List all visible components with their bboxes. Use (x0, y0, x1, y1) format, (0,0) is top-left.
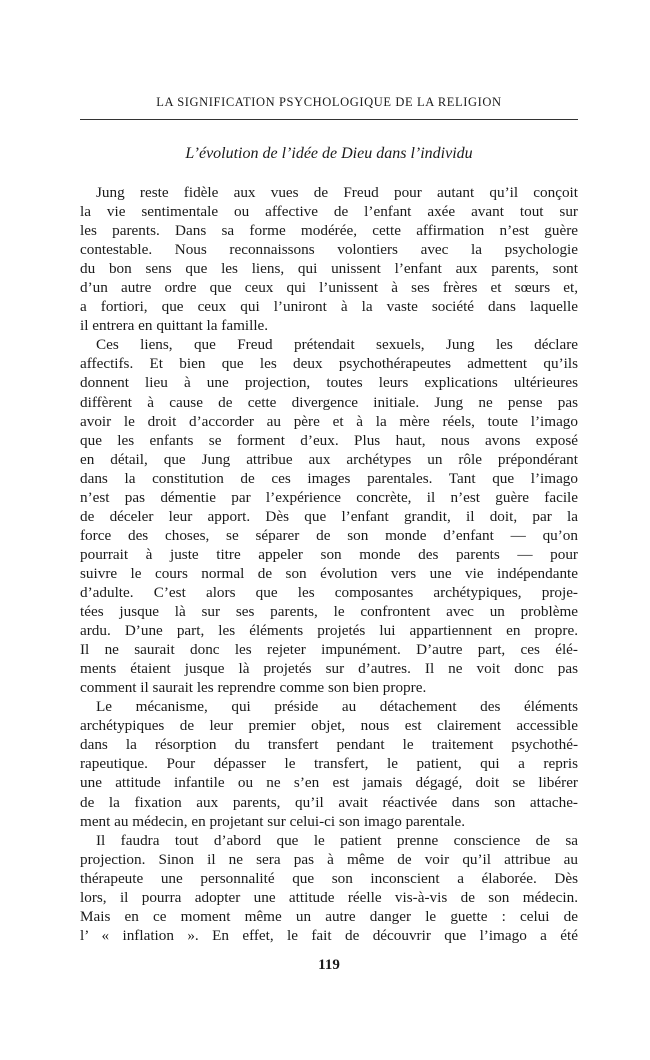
text-line: la vie sentimentale ou affective de l’enfant axée avant tout sur (80, 203, 578, 221)
text-line: tées jusque là sur ses parents, le confrontent avec un problème (80, 603, 578, 621)
paragraph (80, 183, 578, 335)
text-line: dans la constitution de ces images parentales. Tant que l’imago (80, 469, 578, 487)
text-line: dans la résorption du transfert pendant le traitement psychothé- (80, 736, 578, 754)
text-line: affectifs. Et bien que les deux psychothérapeutes admettent qu’ils (80, 355, 578, 373)
text-line: comment il saurait les reprendre comme son bien propre. (80, 679, 427, 697)
text-line: Ces liens, que Freud prétendait sexuels, Jung les déclare (96, 336, 578, 354)
text-line: n’est pas démentie par l’expérience concrète, il n’est guère facile (80, 488, 578, 506)
section-title: L’évolution de l’idée de Dieu dans l’individu (185, 145, 473, 162)
text-line: force des choses, se séparer de son monde d’enfant — qu’on (80, 526, 578, 544)
text-line: suivre le cours normal de son évolution vers une vie indépendante (80, 564, 578, 582)
text-line: avoir le droit d’accorder au père et à la mère réels, toute l’imago (80, 412, 578, 430)
text-line: projection. Sinon il ne sera pas à même de voir qu’il attribue au (80, 850, 578, 868)
body-text (80, 183, 578, 945)
text-line: il entrera en quittant la famille. (80, 317, 269, 335)
text-line: Il ne saurait donc les rejeter impunément. D’autre part, ces élé- (80, 641, 578, 659)
text-line: a fortiori, que ceux qui l’uniront à la vaste société dans laquelle (80, 298, 578, 316)
text-line: pourrait à juste titre appeler son monde des parents — pour (80, 545, 578, 563)
text-line: ardu. D’une part, les éléments projetés lui appartiennent en propre. (80, 622, 578, 640)
text-line: de la fixation aux parents, qu’il avait réactivée dans son attache- (80, 793, 578, 811)
text-line: en détail, que Jung attribue aux archétypes un rôle prépondérant (80, 450, 578, 468)
paragraph (80, 335, 578, 697)
text-line: d’adulte. C’est alors que les composantes archétypiques, proje- (80, 583, 578, 601)
text-line: de déceler leur apport. Dès que l’enfant grandit, il doit, par la (80, 507, 578, 525)
text-line: une attitude infantile ou ne s’en est jamais dégagé, doit se libérer (80, 774, 578, 792)
text-line: que les enfants se forment d’eux. Plus haut, nous avons exposé (80, 431, 578, 449)
paragraph (80, 697, 578, 830)
text-line: lors, il pourra adopter une attitude réelle vis-à-vis de son médecin. (80, 888, 578, 906)
text-line: Il faudra tout d’abord que le patient prenne conscience de sa (96, 831, 578, 849)
text-line: du bon sens que les liens, qui unissent l’enfant aux parents, sont (80, 260, 578, 278)
text-line: rapeutique. Pour dépasser le transfert, le patient, qui a repris (80, 755, 578, 773)
text-line: ment au médecin, en projetant sur celui-ci son imago parentale. (80, 812, 466, 830)
text-line: diffèrent à cause de cette divergence initiale. Jung ne pense pas (80, 393, 578, 411)
header-rule (80, 119, 578, 120)
page-number: 119 (318, 957, 340, 973)
text-line: donnent lieu à une projection, toutes leurs explications ultérieures (80, 374, 578, 392)
text-line: Jung reste fidèle aux vues de Freud pour autant qu’il conçoit (96, 184, 578, 201)
text-line: ments étaient jusque là projetés sur d’autres. Il ne voit donc pas (80, 660, 578, 678)
paragraph (80, 831, 578, 945)
running-head: LA SIGNIFICATION PSYCHOLOGIQUE DE LA RELIGION (156, 95, 502, 109)
text-line: d’un autre ordre que ceux qui l’unissent à ses frères et sœurs et, (80, 279, 578, 297)
text-line: thérapeute une personnalité que son inconscient a élaborée. Dès (80, 869, 578, 887)
text-line: l’ « inflation ». En effet, le fait de découvrir que l’imago a été (80, 926, 578, 944)
text-line: archétypiques de leur premier objet, nous est clairement accessible (80, 717, 578, 735)
text-line: Mais en ce moment même un autre danger le guette : celui de (80, 907, 578, 925)
text-line: les parents. Dans sa forme modérée, cette affirmation n’est guère (80, 222, 578, 240)
text-line: contestable. Nous reconnaissons volontiers avec la psychologie (80, 241, 578, 259)
text-line: Le mécanisme, qui préside au détachement des éléments (96, 698, 578, 716)
